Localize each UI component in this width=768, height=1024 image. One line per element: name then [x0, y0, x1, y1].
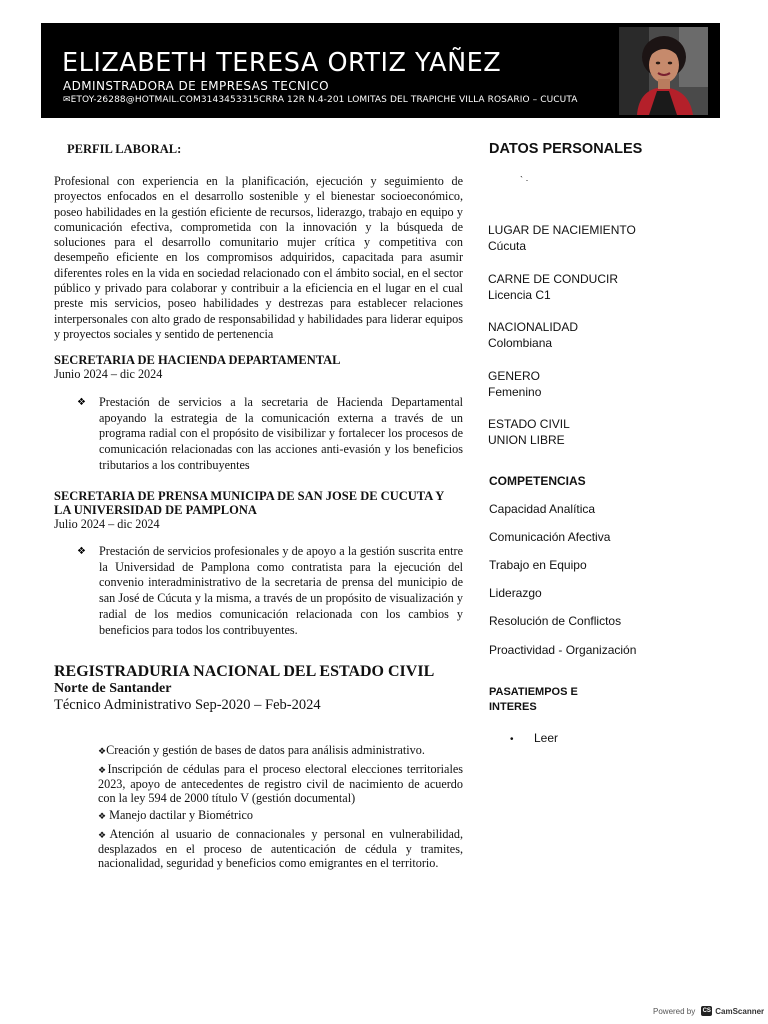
experience-entry — [54, 353, 463, 474]
field-value: UNION LIBRE — [488, 433, 565, 447]
competencia-item: Comunicación Afectiva — [489, 530, 611, 544]
field-value: Colombiana — [488, 336, 553, 350]
list-item: ❖Creación y gestión de bases de datos para análisis administrativo. — [98, 743, 425, 757]
job-description: Prestación de servicios profesionales y de apoyo a la gestión suscrita entre la Universidad de Pamplona como contratista para la ejecución del convenio interadministrativo de la secretaria de prensa del municipio de san José de Cúcuta y la misma, a través de un propósito de visualización y radial de los medios comunicación relacionada con los cambios y beneficios para todos los contribuyentes. — [99, 544, 463, 637]
diamond-bullet-icon: ❖ — [98, 811, 107, 822]
scanner-watermark — [653, 1006, 764, 1016]
hobby-item: • Leer — [510, 731, 559, 745]
registraduria-duties — [98, 744, 463, 874]
competencia-item: Liderazgo — [489, 586, 542, 600]
field-label: CARNE DE CONDUCIR — [488, 272, 619, 286]
field-label: GENERO — [488, 369, 541, 383]
field-value: Licencia C1 — [488, 288, 551, 302]
personal-field — [488, 271, 618, 303]
field-label: ESTADO CIVIL — [488, 417, 570, 431]
registraduria-location: Norte de Santander — [54, 681, 172, 696]
stray-mark: ` · — [520, 175, 529, 185]
job-bullet — [54, 395, 463, 474]
pasatiempos-heading: PASATIEMPOS E INTERES — [489, 686, 578, 713]
personal-field — [488, 368, 541, 400]
candidate-name: ELIZABETH TERESA ORTIZ YAÑEZ — [62, 48, 502, 78]
personal-field — [488, 416, 570, 448]
diamond-bullet-icon: ❖ — [77, 397, 86, 408]
job-date: Junio 2024 – dic 2024 — [54, 367, 163, 381]
competencia-item: Trabajo en Equipo — [489, 558, 587, 572]
profile-photo-image — [619, 27, 708, 115]
field-label: LUGAR DE NACIEMIENTO — [488, 223, 636, 237]
job-bullet — [54, 544, 463, 638]
competencia-item: Capacidad Analítica — [489, 502, 596, 516]
field-value: Femenino — [488, 385, 542, 399]
personal-field — [488, 319, 578, 351]
competencia-item: Proactividad - Organización — [489, 643, 637, 657]
diamond-bullet-icon: ❖ — [77, 546, 86, 557]
experience-entry — [54, 489, 463, 638]
candidate-profession: ADMINSTRADORA DE EMPRESAS TECNICO — [63, 79, 329, 93]
profile-photo — [619, 27, 708, 115]
diamond-bullet-icon: ❖ — [98, 747, 107, 757]
list-item: ❖Inscripción de cédulas para el proceso electoral elecciones territoriales 2023, apoyo de antecedentes de registro civil de nacimiento de acuerdo con la ley 594 de 2000 título V (gestión documental) — [98, 761, 463, 806]
contact-line: ✉ETOY-26288@HOTMAIL.COM3143453315CRRA 12R N.4-201 LOMITAS DEL TRAPICHE VILLA ROSARIO – CUCUTA — [63, 95, 578, 105]
perfil-laboral-heading: PERFIL LABORAL: — [67, 142, 182, 156]
job-title: SECRETARIA DE HACIENDA DEPARTAMENTAL — [54, 353, 341, 367]
camscanner-brand: CamScanner — [715, 1006, 765, 1016]
list-item: ❖Atención al usuario de connacionales y personal en vulnerabilidad, desplazados en el proceso de autenticación de cédula y tramites, nacionalidad, seguridad y beneficios como emigrantes en el territorio. — [98, 826, 463, 870]
powered-by-text: Powered by — [653, 1006, 696, 1016]
field-value: Cúcuta — [488, 239, 527, 253]
job-description: Prestación de servicios a la secretaria de Hacienda Departamental apoyando la estrategia de la comunicación externa a través de un programa radial con el propósito de visibilizar y fortalecer los procesos de comunicación relacionadas con las acciones anti-evasión y los beneficios tributarios a los contribuyentes — [99, 395, 463, 472]
personal-field — [488, 222, 636, 254]
bullet-dot-icon: • — [510, 734, 514, 745]
field-label: NACIONALIDAD — [488, 320, 579, 334]
competencias-heading: COMPETENCIAS — [489, 474, 586, 488]
datos-personales-heading: DATOS PERSONALES — [489, 141, 643, 157]
diamond-bullet-icon: ❖ — [98, 765, 108, 776]
registraduria-role: Técnico Administrativo Sep-2020 – Feb-2024 — [54, 697, 321, 713]
list-item: ❖ Manejo dactilar y Biométrico — [98, 807, 253, 822]
camscanner-logo-icon: CS — [702, 1008, 711, 1014]
competencia-item: Resolución de Conflictos — [489, 614, 622, 628]
perfil-laboral-text: Profesional con experiencia en la planificación, ejecución y seguimiento de proyectos enfocados en el desarrollo sostenible y el bienestar socioeconómico, poseo habilidades en la gestión eficiente de recursos, liderazgo, trabajo en equipo y comunicación efectiva, comprometida con la innovación y la búsqueda de soluciones para el desarrollo comunitario mujer crítica y competitiva con desempeño eficiente en los compromisos adquiridos, capacitada para asumir diferentes roles en la vida en sociedad relacionado con el ámbito social, en el sector público y privado para colaborar y contribuir a la eficiencia en el lugar en el cual preste mis servicios, poseo habilidades y destrezas para establecer relaciones interpersonales con alto grado de responsabilidad y habilidades para liderar equipos y proyectos sociales y sentido de pertenencia — [54, 174, 463, 341]
job-date: Julio 2024 – dic 2024 — [54, 517, 160, 531]
job-title: SECRETARIA DE PRENSA MUNICIPA DE SAN JOSE DE CUCUTA Y LA UNIVERSIDAD DE PAMPLONA — [54, 489, 444, 517]
registraduria-heading: REGISTRADURIA NACIONAL DEL ESTADO CIVIL — [54, 663, 435, 680]
diamond-bullet-icon: ❖ — [98, 830, 110, 841]
